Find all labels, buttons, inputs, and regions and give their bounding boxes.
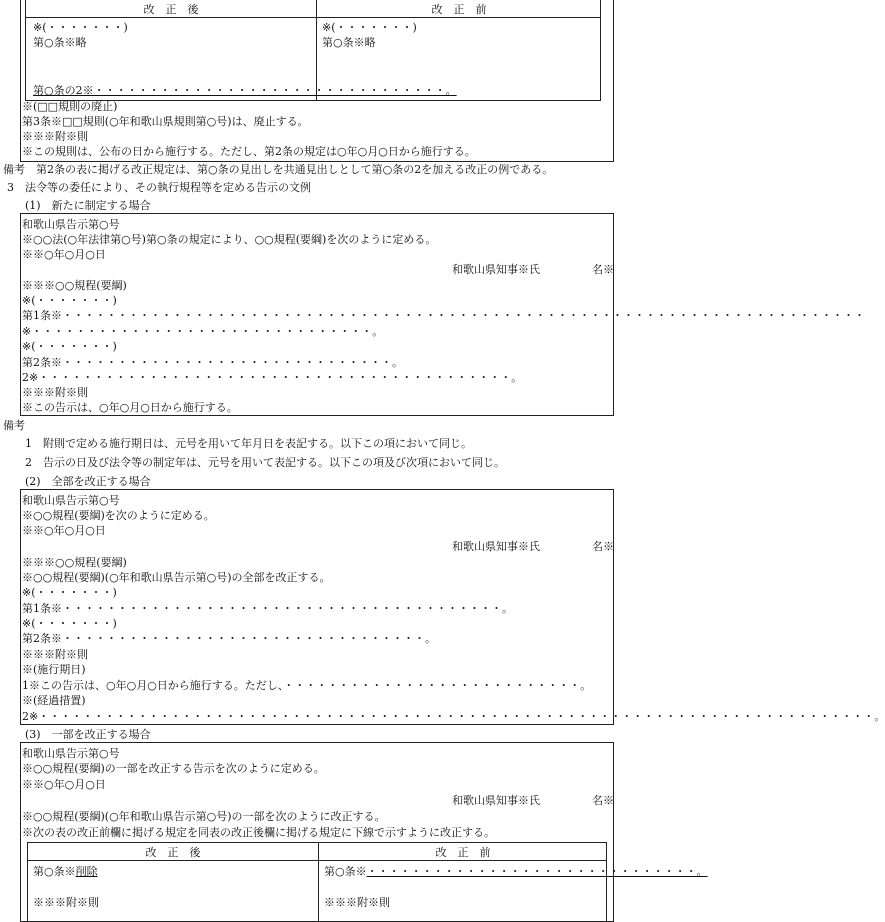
governor-name: 名※ [592, 794, 614, 807]
remark-item: 1 附則で定める施行期日は、元号を用いて年月日を表記する。以下この項において同じ。 [25, 437, 472, 450]
box-line: 和歌山県告示第○号 [22, 747, 120, 760]
box-line: ※(施行期日) [22, 663, 86, 676]
before-cell-line: ※※※附※則 [324, 896, 390, 909]
box-line: 第1条※・・・・・・・・・・・・・・・・・・・・・・・・・・・・・・・・・・・・・・・・。 [22, 602, 513, 615]
box-line: 第2条※・・・・・・・・・・・・・・・・・・・・・・・・・・・・・・・・・。 [22, 632, 436, 645]
box-line: ※※※附※則 [22, 386, 88, 399]
remark-head: 備考 [3, 419, 25, 432]
column-header-before: 改 正 前 [435, 846, 491, 859]
after-cell-line [33, 865, 98, 878]
box-line: ※※○年○月○日 [22, 524, 106, 537]
after-cell-line: 第○条※略 [33, 36, 87, 49]
box-line: ※(・・・・・・・) [22, 340, 117, 353]
box-line: ※○○規程(要綱)の一部を改正する告示を次のように定める。 [22, 762, 325, 775]
box-line: ※・・・・・・・・・・・・・・・・・・・・・・・・・・・・・・・。 [22, 325, 384, 338]
remark-note: 備考 第2条の表に掲げる改正規定は、第○条の見出しを共通見出しとして第○条の2を加える改正の例である。 [3, 163, 554, 176]
body-line: ※(□□規則の廃止) [22, 100, 118, 113]
governor-title: 和歌山県知事※氏 [452, 263, 540, 276]
box-line: 2※・・・・・・・・・・・・・・・・・・・・・・・・・・・・・・・・・・・・・・・・・・・・・・・・・・・・・・・・・・・・・・・・・・・・・・・・・・・・。 [22, 710, 885, 723]
box-line: 第2条※・・・・・・・・・・・・・・・・・・・・・・・・・・・・・・。 [22, 356, 403, 369]
box-line: ※※○年○月○日 [22, 778, 106, 791]
box-line: ※次の表の改正前欄に掲げる規定を同表の改正後欄に掲げる規定に下線で示すように改正する。 [22, 826, 495, 839]
box-line: ※○○規程(要綱)(○年和歌山県告示第○号)の全部を改正する。 [22, 571, 331, 584]
box-line: ※※※附※則 [22, 648, 88, 661]
box-line: ※この告示は、○年○月○日から施行する。 [22, 401, 238, 414]
body-line: 第3条※□□規則(○年和歌山県規則第○号)は、廃止する。 [22, 115, 309, 128]
after-cell-line: 第○条の2※・・・・・・・・・・・・・・・・・・・・・・・・・・・・・・・・。 [33, 84, 457, 97]
governor-title: 和歌山県知事※氏 [452, 540, 540, 553]
box-line: 2※・・・・・・・・・・・・・・・・・・・・・・・・・・・・・・・・・・・・・・・・・・・。 [22, 371, 523, 384]
before-cell-line [324, 865, 708, 878]
box-line: 和歌山県告示第○号 [22, 218, 120, 231]
box-line: ※※○年○月○日 [22, 248, 106, 261]
top-outer-frame [20, 0, 614, 162]
box-line: ※○○法(○年法律第○号)第○条の規定により、○○規程(要綱)を次のように定める。 [22, 233, 437, 246]
body-line: ※この規則は、公布の日から施行する。ただし、第2条の規定は○年○月○日から施行する。 [22, 145, 476, 158]
before-cell-line: 第○条※略 [322, 36, 376, 49]
box-line: 1※この告示は、○年○月○日から施行する。ただし、・・・・・・・・・・・・・・・・・・・・・・・・・・・。 [22, 679, 592, 692]
box-line: ※(・・・・・・・) [22, 294, 117, 307]
box-line: ※(・・・・・・・) [22, 586, 117, 599]
box-line: 和歌山県告示第○号 [22, 494, 120, 507]
column-header-after: 改 正 後 [145, 846, 201, 859]
governor-name: 名※ [592, 263, 614, 276]
after-cell-line: ※(・・・・・・・) [33, 21, 128, 34]
deleted-marker: 削除 [75, 865, 98, 878]
governor-title: 和歌山県知事※氏 [452, 794, 540, 807]
box-line: ※○○規程(要綱)を次のように定める。 [22, 509, 215, 522]
box-line: ※(経過措置) [22, 694, 86, 707]
subsection-heading: (1) 新たに制定する場合 [25, 199, 151, 212]
underlined-text: ・・・・・・・・・・・・・・・・・・・・・・・・・・・・・・。 [366, 865, 708, 878]
subsection-heading: (2) 全部を改正する場合 [25, 475, 151, 488]
subsection-heading: (3) 一部を改正する場合 [25, 728, 151, 741]
article-ref: 第○条※ [324, 865, 367, 878]
box-line: ※※※○○規程(要綱) [22, 556, 127, 569]
body-line: ※※※附※則 [22, 130, 88, 143]
box-line: 第1条※・・・・・・・・・・・・・・・・・・・・・・・・・・・・・・・・・・・・・・・・・・・・・・・・・・・・・・・・・・・・・・・・・・・・・・・・・ [22, 309, 865, 322]
box-line: ※○○規程(要綱)(○年和歌山県告示第○号)の一部を次のように改正する。 [22, 810, 386, 823]
box-line: ※(・・・・・・・) [22, 617, 117, 630]
before-cell-line: ※(・・・・・・・) [322, 21, 417, 34]
after-cell-line: ※※※附※則 [33, 896, 99, 909]
remark-item: 2 告示の日及び法令等の制定年は、元号を用いて表記する。以下この項及び次項において同じ。 [25, 456, 505, 469]
column-header-after: 改 正 後 [143, 3, 199, 16]
article-ref: 第○条※ [33, 865, 76, 878]
section-heading: 3 法令等の委任により、その執行規程等を定める告示の文例 [7, 181, 311, 194]
table-header-rule [27, 860, 607, 861]
box-line: ※※※○○規程(要綱) [22, 279, 127, 292]
column-header-before: 改 正 前 [431, 3, 487, 16]
governor-name: 名※ [592, 540, 614, 553]
